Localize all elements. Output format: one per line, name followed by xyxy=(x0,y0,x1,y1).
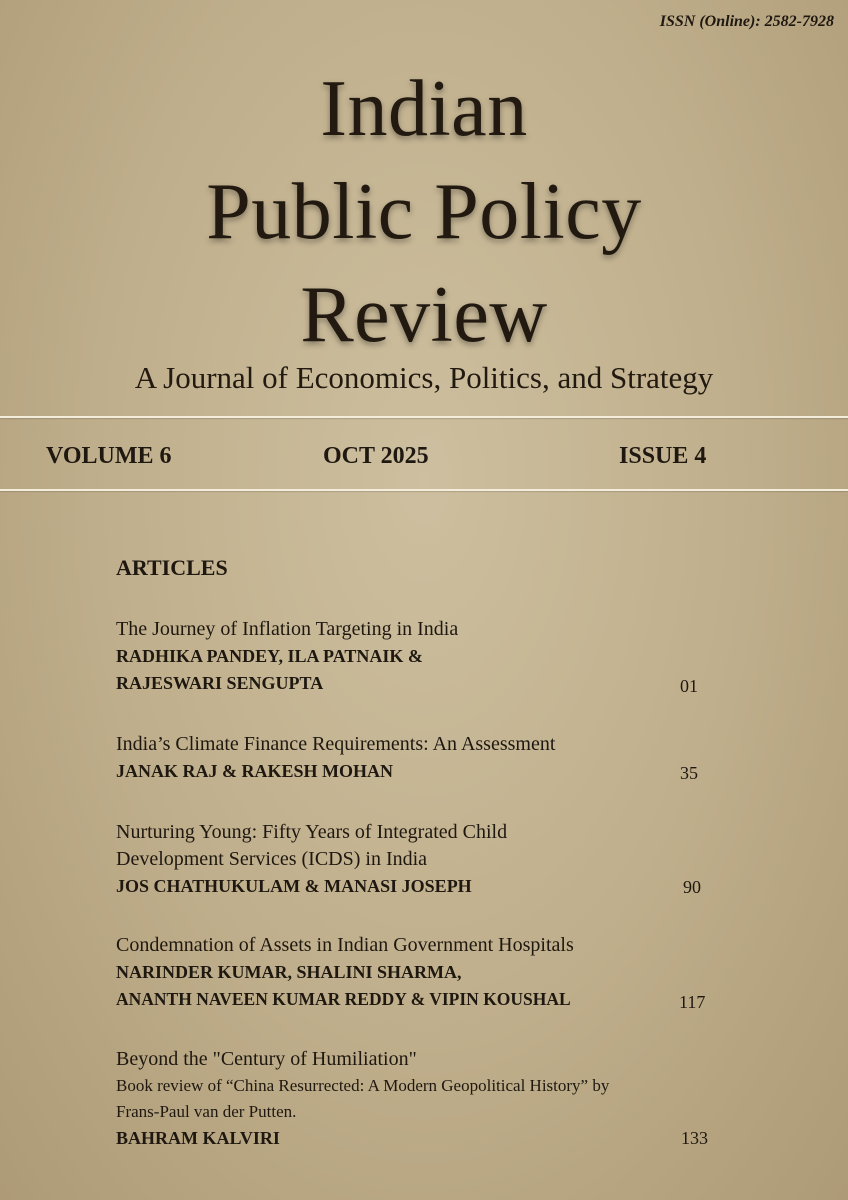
page-number: 133 xyxy=(681,1128,708,1148)
article-title[interactable]: Condemnation of Assets in Indian Government Hospitals xyxy=(116,934,574,956)
article-entry[interactable] xyxy=(116,932,736,1013)
article-authors: RADHIKA PANDEY, ILA PATNAIK & xyxy=(116,646,423,666)
issue-label: ISSUE 4 xyxy=(619,443,707,469)
issue-date: OCT 2025 xyxy=(323,443,429,469)
article-entry[interactable] xyxy=(116,1046,716,1152)
article-title[interactable]: India’s Climate Finance Requirements: An Assessment xyxy=(116,733,556,755)
article-authors: JOS CHATHUKULAM & MANASI JOSEPH xyxy=(116,876,472,896)
journal-title-line-3: Review xyxy=(300,271,548,359)
articles-heading: ARTICLES xyxy=(116,555,228,580)
article-title[interactable]: Nurturing Young: Fifty Years of Integrated Child xyxy=(116,821,508,843)
article-subtitle: Frans-Paul van der Putten. xyxy=(116,1102,297,1121)
volume-label: VOLUME 6 xyxy=(46,443,172,469)
article-entry[interactable] xyxy=(116,616,716,697)
article-entry[interactable] xyxy=(116,819,716,900)
divider-bottom xyxy=(0,489,848,491)
article-entry[interactable] xyxy=(116,731,716,785)
journal-title-line-2: Public Policy xyxy=(206,168,642,256)
article-authors: JANAK RAJ & RAKESH MOHAN xyxy=(116,761,393,781)
page-number: 90 xyxy=(683,877,701,897)
article-title[interactable]: Development Services (ICDS) in India xyxy=(116,848,428,870)
divider-top xyxy=(0,416,848,418)
article-authors: NARINDER KUMAR, SHALINI SHARMA, xyxy=(116,962,462,982)
page-number: 35 xyxy=(680,763,698,783)
journal-subtitle: A Journal of Economics, Politics, and Strategy xyxy=(134,360,714,395)
article-authors: BAHRAM KALVIRI xyxy=(116,1128,280,1148)
issn-label: ISSN (Online): 2582-7928 xyxy=(659,13,834,30)
journal-title xyxy=(0,58,848,367)
article-subtitle: Book review of “China Resurrected: A Modern Geopolitical History” by xyxy=(116,1076,610,1095)
article-title[interactable]: Beyond the "Century of Humiliation" xyxy=(116,1048,417,1070)
page-number: 117 xyxy=(679,992,706,1012)
journal-title-line-1: Indian xyxy=(320,65,528,153)
article-authors: ANANTH NAVEEN KUMAR REDDY & VIPIN KOUSHAL xyxy=(116,989,571,1009)
article-title[interactable]: The Journey of Inflation Targeting in India xyxy=(116,618,459,640)
page-number: 01 xyxy=(680,676,698,696)
article-authors: RAJESWARI SENGUPTA xyxy=(116,673,324,693)
